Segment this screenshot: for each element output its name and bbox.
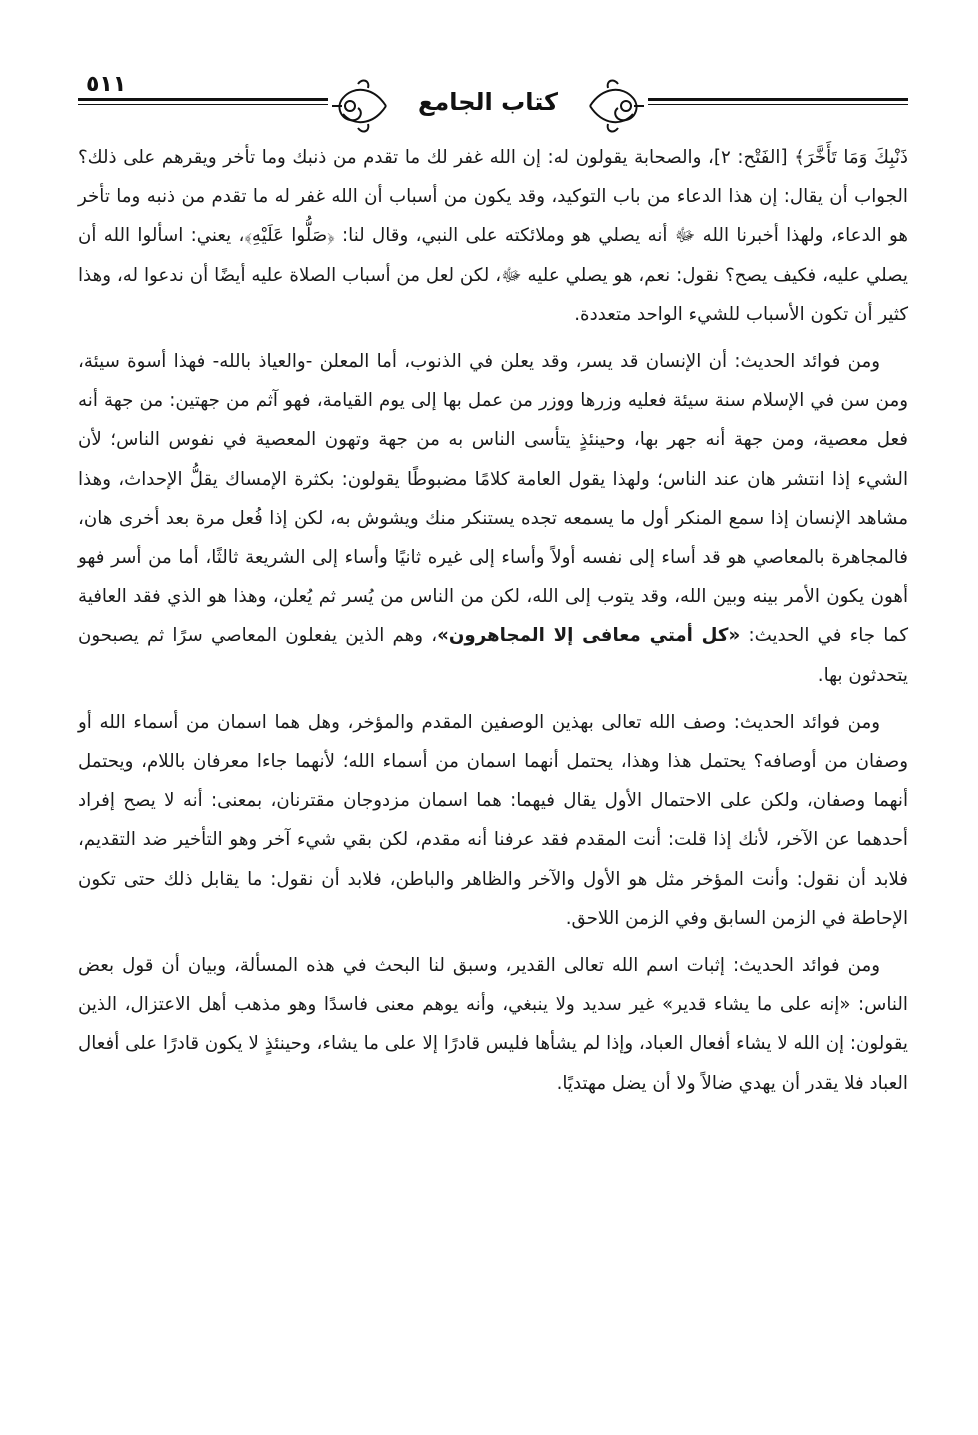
- paragraph-2: [78, 342, 908, 695]
- title-panel: [328, 72, 648, 134]
- paragraph-4: ومن فوائد الحديث: إثبات اسم الله تعالى القدير، وسبق لنا البحث في هذه المسألة، وبيان أن قول بعض الناس: «إنه على ما يشاء قدير» غير سديد ولا ينبغي، وأنه يوهم معنى فاسدًا وهو مذهب أهل الاعتزال، الذين يقولون: إن الله لا يشاء أفعال العباد، وإذا لم يشأها فليس قادرًا إلا على ما يشاء، وحينئذٍ لا يكون قادرًا على أفعال العباد فلا يقدر أن يهدي ضالاً ولا أن يضل مهتديًا.: [78, 955, 908, 1094]
- hadith-quote: «كل أمتي معافى إلا المجاهرون»: [437, 625, 741, 647]
- left-ornament-icon: [328, 76, 388, 136]
- paragraph-2-text: ومن فوائد الحديث: أن الإنسان قد يسر، وقد يعلن في الذنوب، أما المعلن -والعياذ بالله- فهذا أسوة سيئة، ومن سن في الإسلام سنة سيئة فعليه وزرها ووزر من عمل بها إلى يوم القيامة، فهو آثم من جهتين: من جهة أنه فعل معصية، ومن جهة أنه جهر بها، وحينئذٍ يتأسى الناس به من جهة وتهون المعصية في نفوس الناس؛ لأن الشيء إذا انتشر هان عند الناس؛ ولهذا يقول العامة كلامًا مضبوطًا يقولون: بكثرة الإمساك يقلُّ الإحداث، وهذا مشاهد الإنسان إذا سمع المنكر أول ما يسمعه تجده يستنكر منك ويشوش به، لكن إذا فُعل مرة بعد أخرى هان، فالمجاهرة بالمعاصي هو قد أساء إلى نفسه أولاً وأساء إلى غيره ثانيًا وأساء إلى الشريعة ثالثًا، أما من أسر فهو أهون يكون الأمر بينه وبين الله، وقد يتوب إلى الله، لكن من الناس من يُسر ثم يُعلن، وهذا هو الذي فقد العافية كما جاء في الحديث:: [78, 351, 908, 647]
- page-number: ٥١١: [86, 72, 127, 97]
- paragraph-1: ذَنْبِكَ وَمَا تَأَخَّرَ﴾ [الفَتْح: ٢]، والصحابة يقولون له: إن الله غفر لك ما تقدم من ذنبك وما تأخر ويقرهم على ذلك؟ الجواب أن يقال: إن هذا الدعاء من باب التوكيد، وقد يكون من أسباب أن الله غفر له ما تقدم من ذنبه وما تأخر هو الدعاء، ولهذا أخبرنا الله ﷻ أنه يصلي هو وملائكته على النبي، وقال لنا: ﴿صَلُّوا عَلَيْهِ﴾، يعني: اسألوا الله أن يصلي عليه، فكيف يصح؟ نقول: نعم، هو يصلي عليه ﷻ، لكن لعل من أسباب الصلاة عليه أيضًا أن ندعوا له، وهذا كثير أن تكون الأسباب للشيء الواحد متعددة.: [78, 147, 908, 325]
- page-body: [78, 138, 908, 1103]
- book-title: كتاب الجامع: [417, 88, 559, 116]
- right-ornament-icon: [588, 76, 648, 136]
- paragraph-2-after: ، وهم الذين يفعلون المعاصي سرًا ثم يصبحون يتحدثون بها.: [78, 625, 908, 686]
- paragraph-3: ومن فوائد الحديث: وصف الله تعالى بهذين الوصفين المقدم والمؤخر، وهل هما اسمان من أسماء الله أو وصفان من أوصافه؟ يحتمل هذا وهذا، يحتمل أنهما اسمان من أسماء الله؛ لأنهما جاءا معرفان باللام، ويحتمل أنهما وصفان، ولكن على الاحتمال الأول يقال فيهما: هما اسمان مزدوجان مقترنان، بمعنى: أنه لا يصح إفراد أحدهما عن الآخر، لأنك إذا قلت: أنت المقدم فقد عرفنا أنه مقدم، لكن بقي شيء آخر وهو التأخير ضد التقديم، فلابد أن نقول: وأنت المؤخر مثل هو الأول والآخر والظاهر والباطن، فلابد أن نقول: ما يقابل ذلك حتى تكون الإحاطة في الزمن السابق وفي الزمن اللاحق.: [78, 711, 908, 929]
- page-header: [78, 60, 908, 138]
